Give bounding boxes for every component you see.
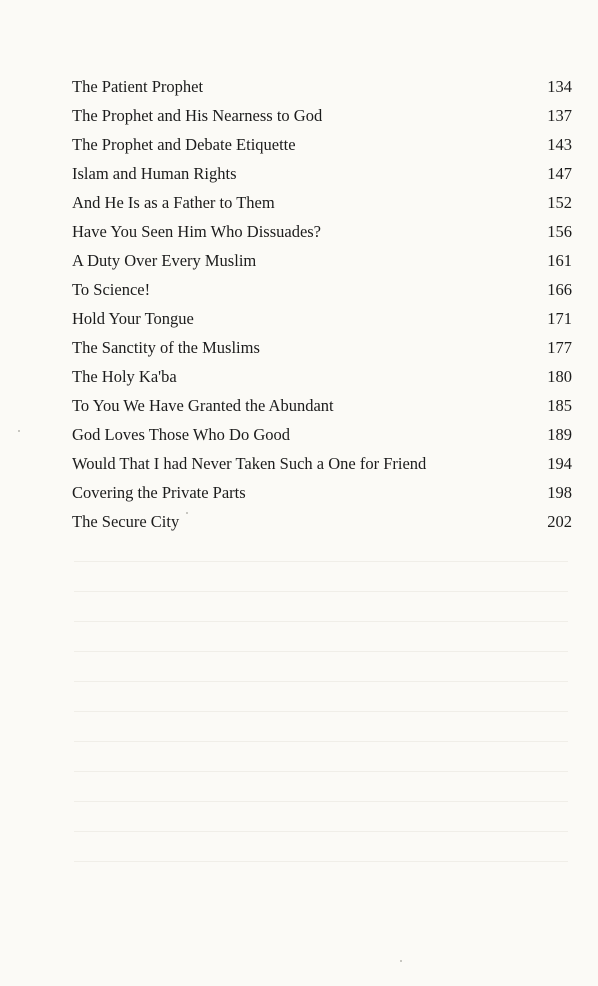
toc-entry-title: Covering the Private Parts — [72, 483, 246, 502]
toc-entry-page: 177 — [547, 338, 572, 357]
toc-entry-title: The Prophet and Debate Etiquette — [72, 135, 296, 154]
paper-speck — [186, 512, 188, 514]
toc-entry-title: To You We Have Granted the Abundant — [72, 396, 334, 415]
toc-entry[interactable] — [72, 478, 572, 507]
toc-entry-title: Have You Seen Him Who Dissuades? — [72, 222, 322, 241]
toc-entry-page: 166 — [547, 280, 572, 299]
toc-entry-page: 194 — [547, 454, 572, 473]
toc-entry[interactable] — [72, 304, 572, 333]
toc-entry-page: 137 — [547, 106, 572, 125]
toc-entry-title: The Secure City — [72, 512, 180, 531]
toc-entry[interactable] — [72, 420, 572, 449]
toc-entry-page: 161 — [547, 251, 572, 270]
toc-entry-page: 134 — [547, 77, 572, 96]
bleed-through-lines — [74, 560, 568, 900]
toc-entry-title: Islam and Human Rights — [72, 164, 237, 183]
toc-entry[interactable] — [72, 333, 572, 362]
toc-entry-page: 198 — [547, 483, 572, 502]
toc-entry-title: A Duty Over Every Muslim — [72, 251, 257, 270]
toc-entry-page: 156 — [547, 222, 572, 241]
toc-entry[interactable] — [72, 188, 572, 217]
toc-entry-title: The Holy Ka'ba — [72, 367, 177, 386]
toc-entry[interactable] — [72, 449, 572, 478]
toc-entry-page: 185 — [547, 396, 572, 415]
paper-speck — [18, 430, 20, 432]
toc-entry[interactable] — [72, 130, 572, 159]
toc-entry-title: To Science! — [72, 280, 151, 299]
toc-entry-page: 180 — [547, 367, 572, 386]
toc-entry-title: Would That I had Never Taken Such a One for Friend — [72, 454, 427, 473]
toc-entry[interactable] — [72, 391, 572, 420]
toc-entry[interactable] — [72, 275, 572, 304]
toc-entry-page: 171 — [547, 309, 572, 328]
toc-entry-title: The Sanctity of the Muslims — [72, 338, 260, 357]
toc-entry-title: Hold Your Tongue — [72, 309, 194, 328]
paper-speck — [400, 960, 402, 962]
toc-entry-page: 189 — [547, 425, 572, 444]
toc-entry[interactable] — [72, 362, 572, 391]
table-of-contents — [72, 72, 572, 536]
toc-entry-title: And He Is as a Father to Them — [72, 193, 275, 212]
toc-entry-page: 202 — [547, 512, 572, 531]
toc-entry[interactable] — [72, 507, 572, 536]
toc-entry[interactable] — [72, 101, 572, 130]
toc-entry[interactable] — [72, 72, 572, 101]
toc-entry-title: God Loves Those Who Do Good — [72, 425, 290, 444]
toc-entry-title: The Patient Prophet — [72, 77, 204, 96]
toc-entry[interactable] — [72, 217, 572, 246]
toc-entry-page: 143 — [547, 135, 572, 154]
toc-entry-page: 152 — [547, 193, 572, 212]
toc-entry-title: The Prophet and His Nearness to God — [72, 106, 323, 125]
toc-entry-page: 147 — [547, 164, 572, 183]
toc-entry[interactable] — [72, 246, 572, 275]
toc-entry[interactable] — [72, 159, 572, 188]
